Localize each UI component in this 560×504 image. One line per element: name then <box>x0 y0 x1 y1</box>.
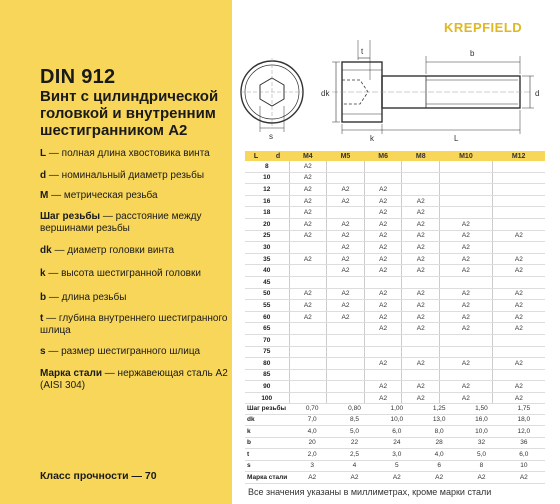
table-cell <box>364 346 402 358</box>
property-value: 10,0 <box>376 414 418 426</box>
table-row <box>245 184 545 196</box>
property-value: 1,50 <box>460 403 502 414</box>
column-header: M6 <box>364 151 402 161</box>
strength-class: Класс прочности — 70 <box>40 470 157 482</box>
table-cell <box>327 207 365 219</box>
property-value: 0,70 <box>291 403 333 414</box>
table-cell: A2 <box>364 184 402 196</box>
row-length: 35 <box>245 253 289 265</box>
table-cell <box>327 276 365 288</box>
table-cell: A2 <box>402 265 440 277</box>
table-cell <box>440 207 493 219</box>
column-header: M8 <box>402 151 440 161</box>
dim-d-label: d <box>535 89 540 98</box>
dim-s-label: s <box>269 132 273 141</box>
table-row <box>245 369 545 381</box>
table-cell <box>364 276 402 288</box>
legend-item <box>40 190 230 202</box>
table-cell: A2 <box>402 288 440 300</box>
table-cell <box>492 369 545 381</box>
legend-key: k <box>40 268 46 279</box>
table-row <box>245 161 545 172</box>
property-row <box>245 426 545 438</box>
legend-key: dk <box>40 245 52 256</box>
row-length: 50 <box>245 288 289 300</box>
column-header: M4 <box>289 151 327 161</box>
table-cell <box>440 334 493 346</box>
table-cell: A2 <box>492 265 545 277</box>
table-row <box>245 253 545 265</box>
property-value: 6,0 <box>376 426 418 438</box>
table-cell: A2 <box>364 311 402 323</box>
property-value: A2 <box>460 472 502 484</box>
legend-item <box>40 268 230 280</box>
property-value: 18,0 <box>503 414 545 426</box>
table-cell <box>492 184 545 196</box>
table-cell: A2 <box>327 184 365 196</box>
property-value: 3 <box>291 460 333 472</box>
table-cell: A2 <box>327 265 365 277</box>
legend-text: — диаметр головки винта <box>51 245 175 256</box>
table-cell <box>492 161 545 172</box>
property-value: 22 <box>333 437 375 449</box>
table-cell: A2 <box>492 300 545 312</box>
page-subtitle: Винт с цилиндрической головкой и внутренним шестигранником А2 <box>40 88 219 139</box>
row-length: 20 <box>245 218 289 230</box>
legend-text: — размер шестигранного шлица <box>45 346 201 357</box>
table-cell <box>289 358 327 370</box>
table-cell: A2 <box>402 207 440 219</box>
table-cell: A2 <box>440 253 493 265</box>
table-cell <box>289 276 327 288</box>
table-row <box>245 230 545 242</box>
property-value: 4,0 <box>291 426 333 438</box>
table-cell: A2 <box>402 311 440 323</box>
legend-item <box>40 170 230 182</box>
table-cell <box>327 334 365 346</box>
table-cell <box>492 242 545 254</box>
table-cell: A2 <box>364 230 402 242</box>
table-cell: A2 <box>327 253 365 265</box>
property-name: Марка стали <box>245 472 291 484</box>
property-value: A2 <box>503 472 545 484</box>
table-cell <box>440 184 493 196</box>
property-value: 1,25 <box>418 403 460 414</box>
property-value: 6 <box>418 460 460 472</box>
table-cell: A2 <box>364 195 402 207</box>
property-value: 4,0 <box>418 449 460 461</box>
property-row <box>245 403 545 414</box>
table-cell: A2 <box>440 381 493 393</box>
row-length: 100 <box>245 392 289 404</box>
property-value: 7,0 <box>291 414 333 426</box>
table-cell: A2 <box>327 218 365 230</box>
row-length: 60 <box>245 311 289 323</box>
table-cell <box>327 381 365 393</box>
property-value: 4 <box>333 460 375 472</box>
table-cell <box>327 369 365 381</box>
legend-item <box>40 368 230 392</box>
table-cell <box>289 334 327 346</box>
row-length: 8 <box>245 161 289 172</box>
table-cell <box>440 369 493 381</box>
properties-table <box>245 403 545 484</box>
availability-table <box>245 151 545 404</box>
screw-head-front-view <box>241 58 303 132</box>
row-length: 55 <box>245 300 289 312</box>
table-cell: A2 <box>402 242 440 254</box>
table-cell: A2 <box>492 288 545 300</box>
table-cell: A2 <box>440 265 493 277</box>
property-row <box>245 437 545 449</box>
row-length: 90 <box>245 381 289 393</box>
table-cell: A2 <box>492 323 545 335</box>
table-row <box>245 276 545 288</box>
dim-t-label: t <box>361 47 364 56</box>
table-cell: A2 <box>364 242 402 254</box>
table-cell <box>364 161 402 172</box>
table-cell <box>402 334 440 346</box>
dim-b-label: b <box>470 49 475 58</box>
table-cell <box>364 172 402 184</box>
table-cell: A2 <box>402 300 440 312</box>
table-cell <box>440 161 493 172</box>
table-cell: A2 <box>289 207 327 219</box>
legend-item <box>40 346 230 358</box>
table-cell: A2 <box>364 288 402 300</box>
table-cell: A2 <box>327 288 365 300</box>
table-cell <box>492 195 545 207</box>
table-cell <box>364 369 402 381</box>
table-cell: A2 <box>402 323 440 335</box>
table-cell <box>402 276 440 288</box>
table-cell <box>289 265 327 277</box>
property-value: A2 <box>376 472 418 484</box>
table-cell: A2 <box>289 195 327 207</box>
legend-key: d <box>40 170 47 181</box>
property-value: 10,0 <box>460 426 502 438</box>
property-name: b <box>245 437 291 449</box>
property-name: t <box>245 449 291 461</box>
table-cell <box>492 207 545 219</box>
table-cell <box>492 346 545 358</box>
table-cell: A2 <box>440 230 493 242</box>
property-value: 1,00 <box>376 403 418 414</box>
property-value: 28 <box>418 437 460 449</box>
table-cell: A2 <box>492 230 545 242</box>
table-cell: A2 <box>440 323 493 335</box>
table-cell <box>440 346 493 358</box>
property-value: 32 <box>460 437 502 449</box>
row-length: 70 <box>245 334 289 346</box>
property-value: 3,0 <box>376 449 418 461</box>
table-cell: A2 <box>492 358 545 370</box>
brand-logo: KREPFIELD <box>444 20 523 35</box>
table-cell <box>327 346 365 358</box>
table-cell: A2 <box>289 253 327 265</box>
table-cell: A2 <box>364 207 402 219</box>
table-cell <box>440 172 493 184</box>
table-cell: A2 <box>402 381 440 393</box>
property-value: 6,0 <box>503 449 545 461</box>
property-row <box>245 472 545 484</box>
legend-item <box>40 148 230 160</box>
row-length: 12 <box>245 184 289 196</box>
table-cell <box>327 358 365 370</box>
column-header: M5 <box>327 151 365 161</box>
dim-k-label: k <box>370 134 374 143</box>
legend-key: t <box>40 313 44 324</box>
table-cell: A2 <box>402 195 440 207</box>
legend-text: — расстояние между вершинами резьбы <box>40 211 202 234</box>
property-value: 2,0 <box>291 449 333 461</box>
property-value: 8 <box>460 460 502 472</box>
dim-dk-label: dk <box>321 89 330 98</box>
table-cell: A2 <box>364 265 402 277</box>
table-cell: A2 <box>289 184 327 196</box>
property-value: 1,75 <box>503 403 545 414</box>
property-value: 5,0 <box>333 426 375 438</box>
table-cell <box>289 381 327 393</box>
table-cell <box>402 172 440 184</box>
legend-text: — нержавеющая сталь A2 (AISI 304) <box>40 368 228 391</box>
property-value: 5 <box>376 460 418 472</box>
legend-key: s <box>40 346 46 357</box>
table-cell: A2 <box>289 172 327 184</box>
column-header: M10 <box>440 151 493 161</box>
table-cell: A2 <box>492 381 545 393</box>
property-row <box>245 460 545 472</box>
table-cell: A2 <box>492 311 545 323</box>
table-cell: A2 <box>402 230 440 242</box>
table-cell: A2 <box>492 253 545 265</box>
table-cell: A2 <box>364 392 402 404</box>
row-length: 65 <box>245 323 289 335</box>
legend-text: — метрическая резьба <box>48 190 158 201</box>
table-cell <box>289 242 327 254</box>
table-cell <box>364 334 402 346</box>
table-row <box>245 265 545 277</box>
property-row <box>245 449 545 461</box>
row-length: 16 <box>245 195 289 207</box>
table-cell <box>289 346 327 358</box>
row-length: 10 <box>245 172 289 184</box>
table-cell: A2 <box>402 392 440 404</box>
table-cell: A2 <box>440 311 493 323</box>
table-cell: A2 <box>492 392 545 404</box>
table-cell: A2 <box>402 218 440 230</box>
row-length: 75 <box>245 346 289 358</box>
table-cell: A2 <box>327 242 365 254</box>
row-length: 25 <box>245 230 289 242</box>
table-cell: A2 <box>289 161 327 172</box>
table-cell <box>402 184 440 196</box>
property-value: 0,80 <box>333 403 375 414</box>
property-value: 16,0 <box>460 414 502 426</box>
table-row <box>245 311 545 323</box>
table-cell <box>492 334 545 346</box>
table-cell <box>492 276 545 288</box>
property-value: 8,0 <box>418 426 460 438</box>
table-cell: A2 <box>327 195 365 207</box>
table-cell: A2 <box>364 358 402 370</box>
page-title: DIN 912 <box>40 66 116 88</box>
property-value: 24 <box>376 437 418 449</box>
table-cell: A2 <box>440 242 493 254</box>
property-value: 36 <box>503 437 545 449</box>
table-cell: A2 <box>327 311 365 323</box>
table-cell: A2 <box>402 253 440 265</box>
property-row <box>245 414 545 426</box>
table-cell <box>327 161 365 172</box>
table-cell: A2 <box>289 300 327 312</box>
property-value: 10 <box>503 460 545 472</box>
table-cell <box>492 218 545 230</box>
table-cell: A2 <box>440 300 493 312</box>
property-value: 20 <box>291 437 333 449</box>
table-cell: A2 <box>289 230 327 242</box>
legend-key: Марка стали <box>40 368 102 379</box>
legend-key: L <box>40 148 47 159</box>
legend-item <box>40 313 230 337</box>
table-cell <box>289 369 327 381</box>
table-row <box>245 288 545 300</box>
property-value: 2,5 <box>333 449 375 461</box>
property-value: A2 <box>333 472 375 484</box>
property-value: 12,0 <box>503 426 545 438</box>
table-row <box>245 358 545 370</box>
table-cell <box>327 323 365 335</box>
table-cell: A2 <box>440 392 493 404</box>
table-cell: A2 <box>364 381 402 393</box>
table-cell: A2 <box>364 323 402 335</box>
legend-text: — полная длина хвостовика винта <box>46 148 210 159</box>
row-length: 30 <box>245 242 289 254</box>
table-cell: A2 <box>440 218 493 230</box>
table-cell: A2 <box>364 218 402 230</box>
column-header: M12 <box>492 151 545 161</box>
header-length: L <box>245 151 267 161</box>
table-cell <box>402 346 440 358</box>
property-name: Шаг резьбы <box>245 403 291 414</box>
legend-text: — длина резьбы <box>46 292 127 303</box>
table-row <box>245 300 545 312</box>
screw-drawing <box>232 0 560 150</box>
property-name: dk <box>245 414 291 426</box>
table-cell: A2 <box>289 218 327 230</box>
table-row <box>245 195 545 207</box>
table-row <box>245 207 545 219</box>
table-row <box>245 334 545 346</box>
table-cell: A2 <box>440 358 493 370</box>
table-cell: A2 <box>289 288 327 300</box>
table-cell: A2 <box>364 300 402 312</box>
row-length: 40 <box>245 265 289 277</box>
table-cell: A2 <box>364 253 402 265</box>
dim-L-label: L <box>454 134 459 143</box>
property-value: A2 <box>291 472 333 484</box>
legend-text: — высота шестигранной головки <box>45 268 201 279</box>
table-cell <box>289 323 327 335</box>
legend-key: Шаг резьбы <box>40 211 101 222</box>
legend-text: — глубина внутреннего шестигранного шлица <box>40 313 228 336</box>
row-length: 45 <box>245 276 289 288</box>
legend-key: b <box>40 292 47 303</box>
table-cell <box>327 172 365 184</box>
table-row <box>245 346 545 358</box>
table-cell: A2 <box>327 230 365 242</box>
screw-side-view <box>332 62 532 122</box>
table-cell: A2 <box>289 311 327 323</box>
table-row <box>245 218 545 230</box>
table-cell: A2 <box>402 358 440 370</box>
property-name: k <box>245 426 291 438</box>
property-value: 13,0 <box>418 414 460 426</box>
legend-item <box>40 211 230 235</box>
table-cell <box>402 161 440 172</box>
table-cell <box>440 195 493 207</box>
row-length: 18 <box>245 207 289 219</box>
footer-note: Все значения указаны в миллиметрах, кроме марки стали <box>248 487 492 497</box>
table-row <box>245 381 545 393</box>
property-value: 8,5 <box>333 414 375 426</box>
property-name: s <box>245 460 291 472</box>
table-row <box>245 172 545 184</box>
row-length: 80 <box>245 358 289 370</box>
header-diameter: d <box>267 151 289 161</box>
table-cell: A2 <box>440 288 493 300</box>
table-row <box>245 242 545 254</box>
table-cell: A2 <box>327 300 365 312</box>
property-value: A2 <box>418 472 460 484</box>
legend-text: — номинальный диаметр резьбы <box>46 170 205 181</box>
left-panel <box>0 0 232 504</box>
legend-item <box>40 245 230 257</box>
legend-key: M <box>40 190 49 201</box>
table-cell <box>440 276 493 288</box>
table-header-row <box>245 151 545 161</box>
table-cell <box>402 369 440 381</box>
table-cell <box>492 172 545 184</box>
property-value: 5,0 <box>460 449 502 461</box>
legend-item <box>40 292 230 304</box>
table-row <box>245 323 545 335</box>
row-length: 85 <box>245 369 289 381</box>
